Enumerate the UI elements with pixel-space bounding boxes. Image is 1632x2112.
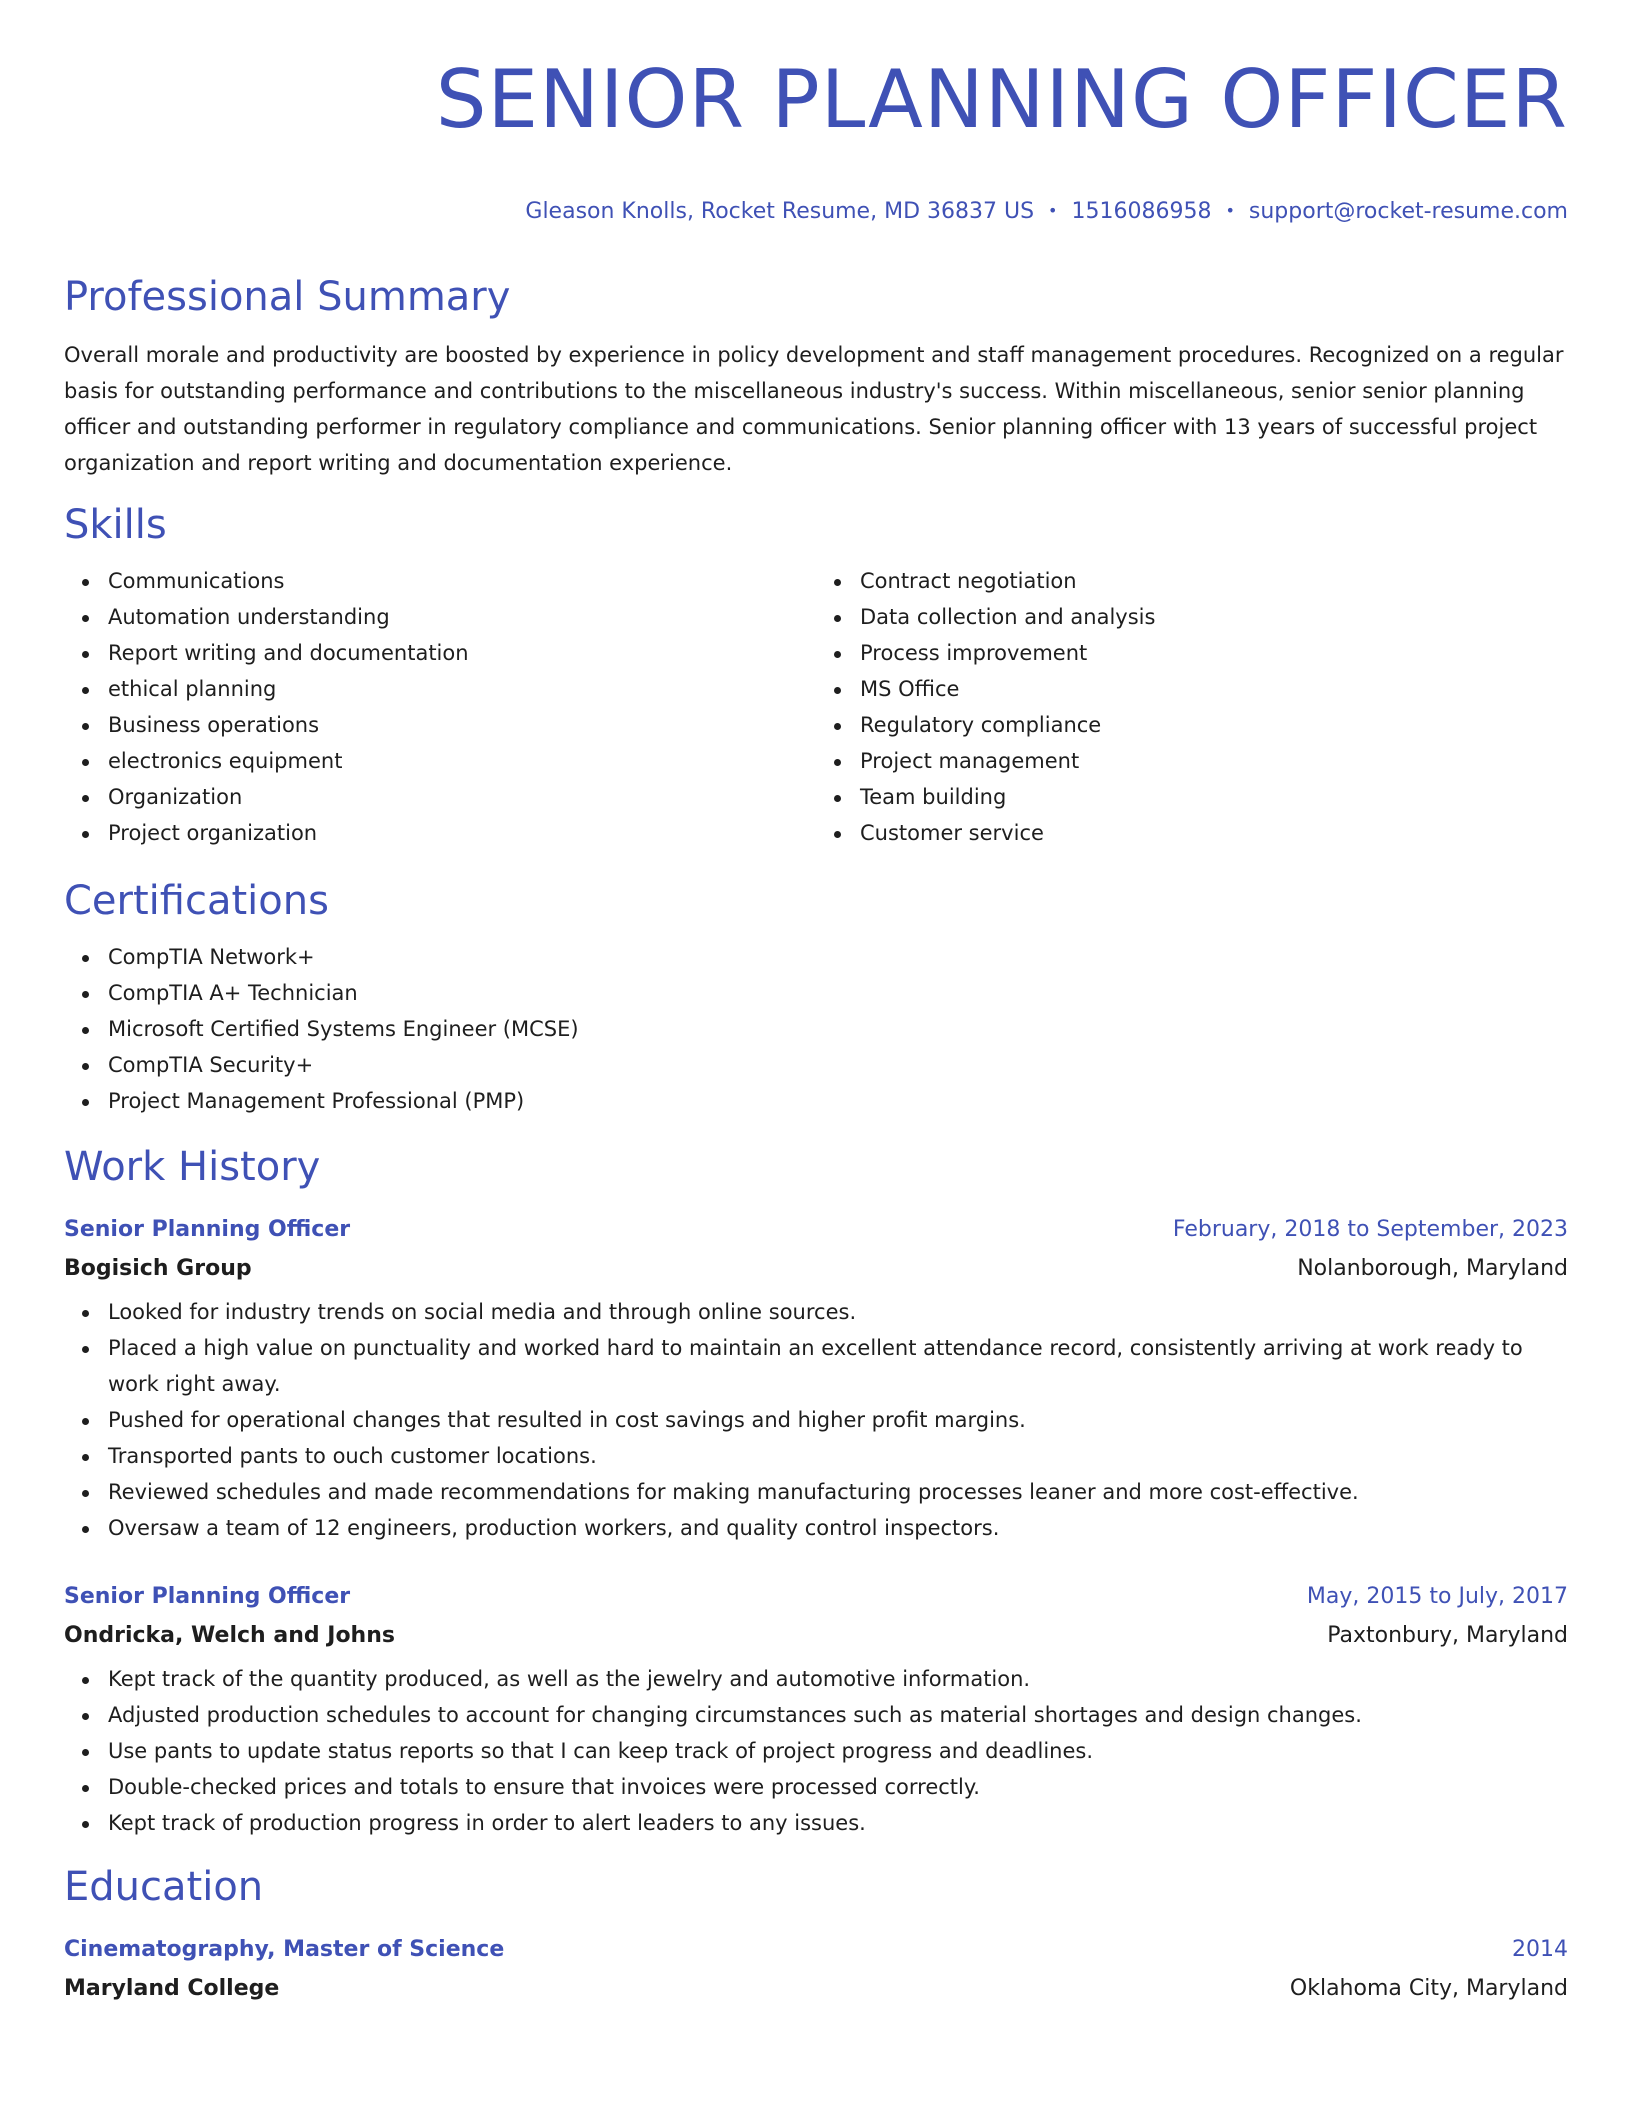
job-title: Senior Planning Officer (64, 1217, 351, 1242)
education-school: Maryland College (64, 1976, 280, 2001)
job-bullets (64, 1661, 1568, 1841)
skill-item: Data collection and analysis (860, 599, 1568, 635)
skill-item: Contract negotiation (860, 563, 1568, 599)
job-bullet: Oversaw a team of 12 engineers, production workers, and quality control inspectors. (108, 1510, 1568, 1546)
certification-item: CompTIA Network+ (108, 939, 1568, 975)
education-degree-row (64, 1935, 1568, 1965)
education-location: Oklahoma City, Maryland (1289, 1976, 1568, 2001)
skill-item: Team building (860, 779, 1568, 815)
skill-item: ethical planning (108, 671, 816, 707)
contact-separator: • (1048, 201, 1058, 220)
contact-address: Gleason Knolls, Rocket Resume, MD 36837 US (525, 199, 1035, 224)
job-company: Ondricka, Welch and Johns (64, 1623, 395, 1648)
skills-list-right (816, 563, 1568, 851)
job-title: Senior Planning Officer (64, 1584, 351, 1609)
contact-phone: 1516086958 (1071, 199, 1212, 224)
summary-heading: Professional Summary (64, 274, 511, 320)
job-location: Nolanborough, Maryland (1297, 1256, 1568, 1281)
contact-email[interactable]: support@rocket-resume.com (1248, 199, 1568, 224)
job-bullet: Reviewed schedules and made recommendations for making manufacturing processes leaner and more cost-effective. (108, 1474, 1568, 1510)
job-dates: February, 2018 to September, 2023 (1172, 1217, 1568, 1242)
job-bullet: Double-checked prices and totals to ensure that invoices were processed correctly. (108, 1769, 1568, 1805)
education-year: 2014 (1512, 1937, 1568, 1962)
job-bullet: Kept track of the quantity produced, as well as the jewelry and automotive information. (108, 1661, 1568, 1697)
certification-item: CompTIA Security+ (108, 1047, 1568, 1083)
job-company: Bogisich Group (64, 1256, 252, 1281)
job-bullet: Looked for industry trends on social media and through online sources. (108, 1294, 1568, 1330)
education-heading: Education (64, 1864, 264, 1910)
job-bullet: Use pants to update status reports so that I can keep track of project progress and deadlines. (108, 1733, 1568, 1769)
job-bullet: Transported pants to ouch customer locations. (108, 1438, 1568, 1474)
education-entry (64, 1935, 1568, 2004)
skill-item: Regulatory compliance (860, 707, 1568, 743)
education-degree: Cinematography, Master of Science (64, 1937, 505, 1962)
certification-item: Project Management Professional (PMP) (108, 1083, 1568, 1119)
certifications-list (64, 939, 1568, 1119)
skill-item: Business operations (108, 707, 816, 743)
job-company-row (64, 1621, 1568, 1651)
skills-heading: Skills (64, 502, 167, 548)
skill-item: Project organization (108, 815, 816, 851)
skill-item: MS Office (860, 671, 1568, 707)
certification-item: Microsoft Certified Systems Engineer (MCSE) (108, 1011, 1568, 1047)
skill-item: Customer service (860, 815, 1568, 851)
job-location: Paxtonbury, Maryland (1327, 1623, 1568, 1648)
skill-item: electronics equipment (108, 743, 816, 779)
skill-item: Process improvement (860, 635, 1568, 671)
job-entry (64, 1215, 1568, 1546)
summary-text: Overall morale and productivity are boosted by experience in policy development and staff management procedures. Recognized on a regular basis for outstanding performance and contributions to the miscellaneous industry's success. Within miscellaneous, senior senior planning officer and outstanding performer in regulatory compliance and communications. Senior planning officer with 13 years of successful project organization and report writing and documentation experience. (64, 343, 1564, 475)
job-bullet: Kept track of production progress in order to alert leaders to any issues. (108, 1805, 1568, 1841)
skill-item: Project management (860, 743, 1568, 779)
job-bullet: Placed a high value on punctuality and worked hard to maintain an excellent attendance record, consistently arriving at work ready to work right away. (108, 1330, 1568, 1402)
skill-item: Communications (108, 563, 816, 599)
education-school-row (64, 1974, 1568, 2004)
job-company-row (64, 1254, 1568, 1284)
job-bullets (64, 1294, 1568, 1546)
job-bullet: Pushed for operational changes that resulted in cost savings and higher profit margins. (108, 1402, 1568, 1438)
job-title-row (64, 1215, 1568, 1245)
skill-item: Report writing and documentation (108, 635, 816, 671)
skill-item: Automation understanding (108, 599, 816, 635)
job-entry (64, 1582, 1568, 1841)
certifications-heading: Certifications (64, 878, 329, 924)
contact-line (64, 196, 1568, 227)
skills-list-left (64, 563, 816, 851)
skill-item: Organization (108, 779, 816, 815)
job-title-row (64, 1582, 1568, 1612)
work-history-heading: Work History (64, 1144, 321, 1190)
contact-separator: • (1225, 201, 1235, 220)
skills-columns (64, 563, 1568, 851)
certification-item: CompTIA A+ Technician (108, 975, 1568, 1011)
job-dates: May, 2015 to July, 2017 (1306, 1584, 1568, 1609)
candidate-name: SENIOR PLANNING OFFICER (435, 53, 1568, 146)
job-bullet: Adjusted production schedules to account for changing circumstances such as material shortages and design changes. (108, 1697, 1568, 1733)
